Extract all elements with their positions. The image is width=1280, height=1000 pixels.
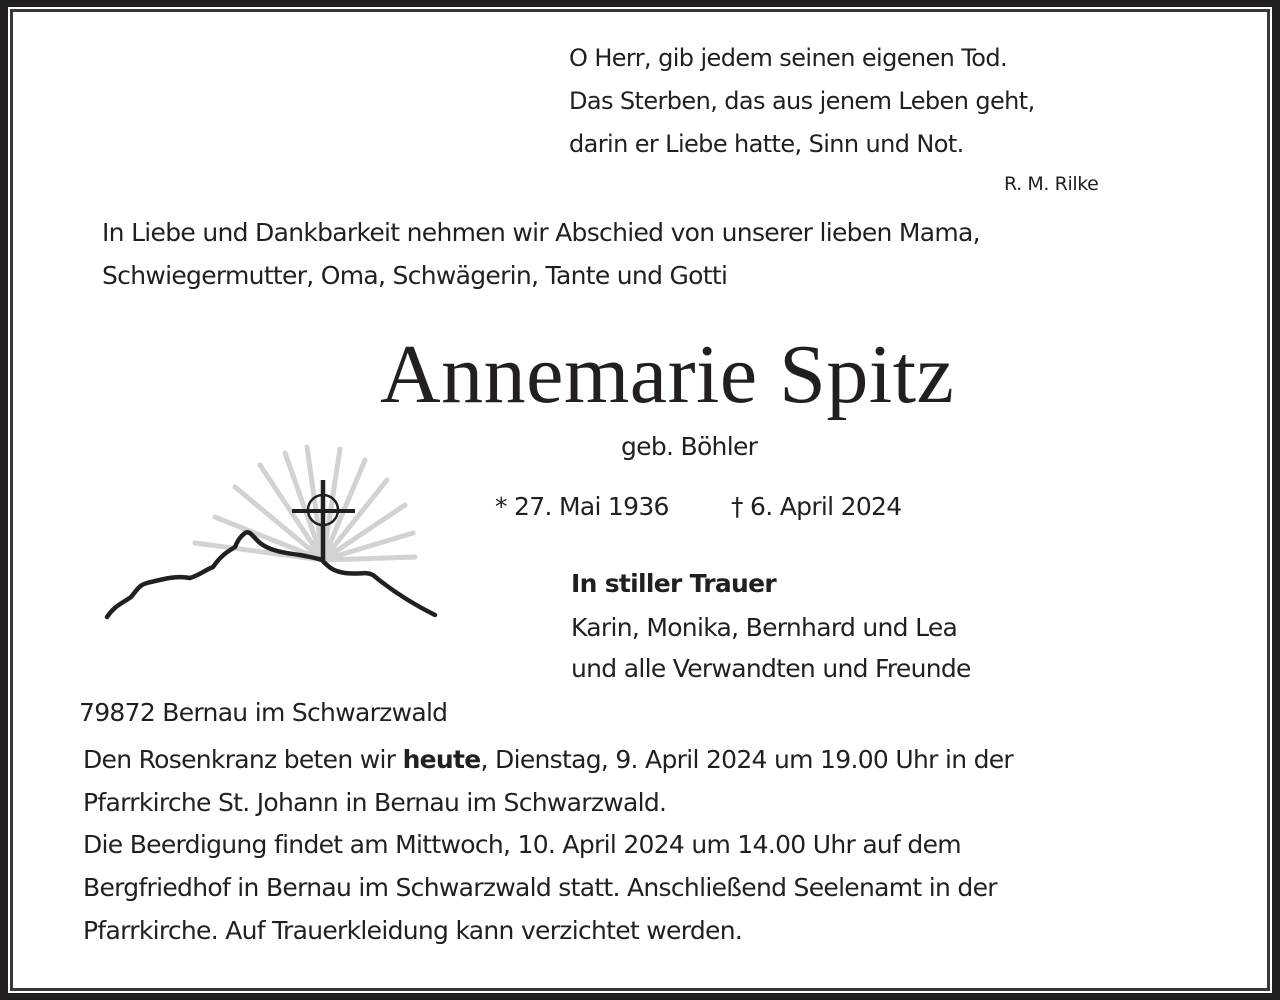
details-line-4: Bergfriedhof in Bernau im Schwarzwald statt. Anschließend Seelenamt in der [83,873,997,902]
details-today: heute [402,745,481,774]
details-line-2: Pfarrkirche St. Johann in Bernau im Schwarzwald. [83,788,667,817]
poem-line-1: O Herr, gib jedem seinen eigenen Tod. [569,44,1008,72]
intro-line-1: In Liebe und Dankbarkeit nehmen wir Abschied von unserer lieben Mama, [102,218,980,247]
mourners-line-2: und alle Verwandten und Freunde [571,654,971,683]
poem-line-2: Das Sterben, das aus jenem Leben geht, [569,87,1035,115]
death-date: † 6. April 2024 [731,492,902,521]
poem-author: R. M. Rilke [1004,173,1099,195]
maiden-name: geb. Böhler [621,432,758,461]
location: 79872 Bernau im Schwarzwald [79,698,448,727]
details-line-1-pre: Den Rosenkranz beten wir [83,745,403,774]
details-line-1-post: , Dienstag, 9. April 2024 um 19.00 Uhr in der [480,745,1014,774]
details-line-1 [83,745,1013,774]
mourners-heading: In stiller Trauer [571,569,777,598]
mourners-line-1: Karin, Monika, Bernhard und Lea [571,613,958,642]
birth-date: * 27. Mai 1936 [495,492,669,521]
deceased-name: Annemarie Spitz [380,328,955,421]
intro-line-2: Schwiegermutter, Oma, Schwägerin, Tante und Gotti [102,261,728,290]
details-line-5: Pfarrkirche. Auf Trauerkleidung kann verzichtet werden. [83,916,743,945]
mountain-cross-sunrays-icon [95,425,445,625]
details-line-3: Die Beerdigung findet am Mittwoch, 10. April 2024 um 14.00 Uhr auf dem [83,830,961,859]
poem-line-3: darin er Liebe hatte, Sinn und Not. [569,130,964,158]
